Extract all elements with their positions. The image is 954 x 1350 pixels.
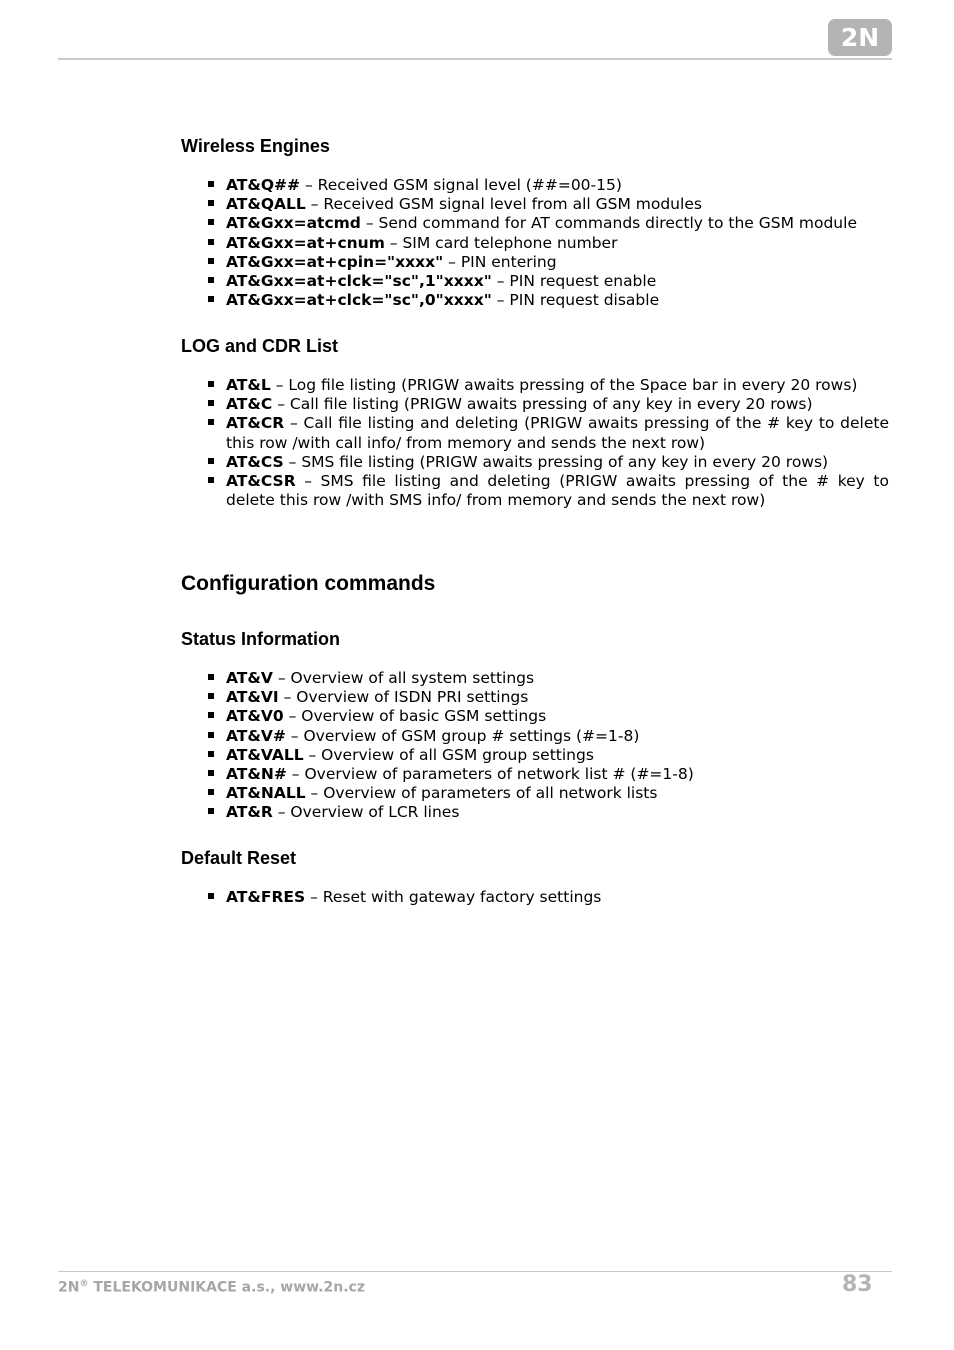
heading-configuration-commands: Configuration commands	[181, 572, 436, 595]
page-number: 83	[842, 1272, 873, 1297]
command-name: AT&Q##	[226, 176, 301, 194]
list-item	[181, 784, 889, 803]
footer-company-rest: TELEKOMUNIKACE a.s., www.2n.cz	[88, 1279, 365, 1296]
command-name: AT&CS	[226, 452, 284, 471]
command-name: AT&C	[226, 395, 273, 414]
command-description: – Overview of ISDN PRI settings	[278, 688, 529, 707]
command-name: AT&V0	[226, 707, 284, 726]
command-description: – Overview of parameters of all network lists	[305, 784, 658, 803]
list-item	[181, 195, 889, 214]
list-item	[181, 214, 889, 233]
list-log-cdr	[181, 376, 889, 510]
command-description: – Send command for AT commands directly to the GSM module	[360, 214, 857, 233]
list-item	[181, 803, 889, 822]
brand-logo	[828, 19, 892, 56]
list-item	[181, 888, 889, 907]
command-description: – Overview of GSM group # settings (#=1-8)	[285, 726, 640, 745]
command-description: – Overview of LCR lines	[272, 803, 460, 822]
command-name: AT&Gxx=atcmd	[226, 214, 361, 233]
command-name: AT&Gxx=at+cpin="xxxx"	[226, 252, 444, 271]
footer-company	[58, 1279, 365, 1296]
list-item	[181, 176, 889, 195]
header-divider	[58, 58, 892, 60]
list-item	[181, 395, 889, 414]
list-item	[181, 472, 889, 510]
command-name: AT&Gxx=at+cnum	[226, 233, 385, 252]
list-item	[181, 453, 889, 472]
command-name: AT&R	[226, 803, 273, 822]
list-item	[181, 272, 889, 291]
command-description: – Overview of all system settings	[272, 669, 535, 687]
command-name: AT&VI	[226, 688, 279, 707]
command-description: – PIN request disable	[491, 291, 660, 310]
command-description: – Received GSM signal level from all GSM modules	[305, 195, 702, 214]
command-description: – Call file listing (PRIGW awaits pressing of any key in every 20 rows)	[272, 395, 813, 414]
list-default-reset	[181, 888, 889, 907]
footer-company-prefix: 2N	[58, 1279, 80, 1296]
command-name: AT&L	[226, 376, 271, 394]
list-item	[181, 414, 889, 452]
heading-wireless-engines: Wireless Engines	[181, 136, 330, 156]
command-name: AT&Gxx=at+clck="sc",1"xxxx"	[226, 272, 492, 291]
command-description: – Received GSM signal level (##=00-15)	[300, 176, 622, 194]
command-description: – PIN request enable	[491, 272, 657, 291]
logo-text: 2N	[840, 23, 880, 52]
heading-log-cdr-list: LOG and CDR List	[181, 336, 338, 356]
list-item	[181, 765, 889, 784]
footer-divider	[58, 1271, 892, 1272]
command-description: – SIM card telephone number	[384, 233, 618, 252]
command-name: AT&VALL	[226, 745, 304, 764]
heading-status-information: Status Information	[181, 629, 341, 649]
list-wireless-engines	[181, 176, 889, 310]
list-item	[181, 291, 889, 310]
command-name: AT&V	[226, 669, 273, 687]
command-description: – Log file listing (PRIGW awaits pressing of the Space bar in every 20 rows)	[270, 376, 858, 394]
list-item	[181, 727, 889, 746]
command-name: AT&QALL	[226, 195, 306, 214]
list-item	[181, 707, 889, 726]
list-item	[181, 746, 889, 765]
heading-default-reset: Default Reset	[181, 848, 297, 868]
registered-mark: ®	[79, 1279, 89, 1289]
command-name: AT&Gxx=at+clck="sc",0"xxxx"	[226, 291, 492, 310]
list-item	[181, 253, 889, 272]
command-name: AT&CSR	[226, 472, 296, 491]
list-item	[181, 234, 889, 253]
command-description: – Reset with gateway factory settings	[305, 888, 602, 906]
command-description: – Overview of basic GSM settings	[283, 707, 547, 726]
command-description: – Call file listing and deleting (PRIGW awaits pressing of the # key to delete this row /with call info/ from memory and sends the next row)	[226, 414, 889, 452]
command-description: – Overview of parameters of network list # (#=1-8)	[286, 765, 694, 784]
list-status-information	[181, 669, 889, 823]
command-description: – SMS file listing (PRIGW awaits pressing of any key in every 20 rows)	[283, 452, 829, 471]
list-item	[181, 669, 889, 688]
list-item	[181, 688, 889, 707]
command-name: AT&CR	[226, 414, 285, 433]
command-description: – PIN entering	[443, 252, 557, 271]
command-description: – Overview of all GSM group settings	[303, 745, 594, 764]
command-description: – SMS file listing and deleting (PRIGW awaits pressing of the # key to delete this row /with SMS info/ from memory and sends the next row)	[226, 472, 889, 510]
command-name: AT&FRES	[226, 888, 306, 906]
command-name: AT&NALL	[226, 784, 306, 803]
command-name: AT&V#	[226, 726, 286, 745]
list-item	[181, 376, 889, 395]
command-name: AT&N#	[226, 765, 287, 784]
